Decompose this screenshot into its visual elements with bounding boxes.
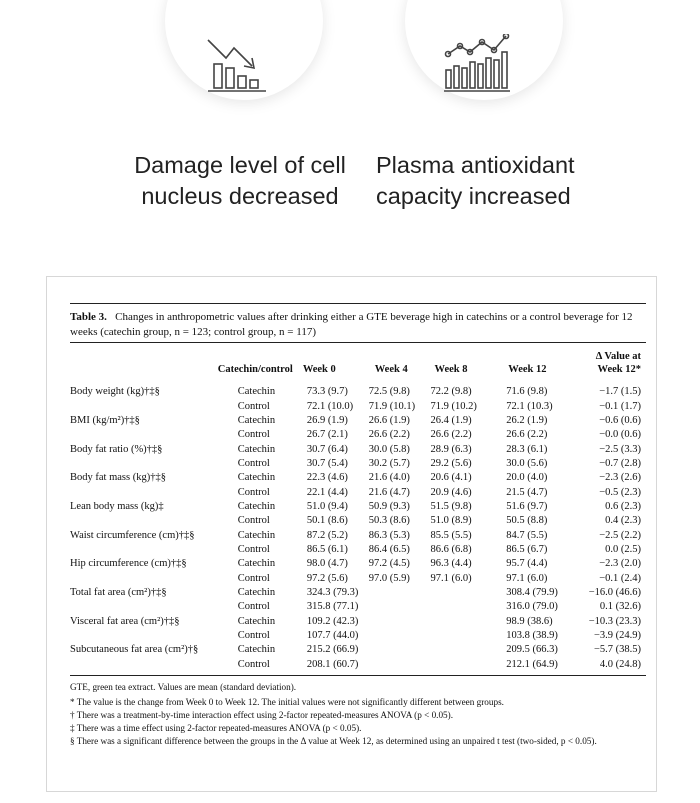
- table-row: [70, 457, 646, 471]
- cell-measure: Body weight (kg)†‡§: [70, 386, 160, 398]
- cell-delta: −10.3 (23.3): [588, 615, 641, 627]
- cell-group: Catechin: [237, 500, 276, 512]
- table-row: [70, 600, 646, 614]
- cell-week4: 26.6 (1.9): [368, 414, 410, 426]
- cell-week0: 324.3 (79.3): [306, 586, 359, 598]
- cell-measure: [70, 600, 214, 614]
- cell-week12: 84.7 (5.5): [506, 529, 548, 541]
- cell-week8: 20.6 (4.1): [430, 472, 472, 484]
- cell-week8: [427, 629, 493, 643]
- decrease-icon-badge: [165, 0, 323, 100]
- table-header-row: [70, 341, 646, 379]
- cell-week12: 21.5 (4.7): [506, 486, 548, 498]
- cell-week4: [363, 658, 427, 672]
- cell-week8: 71.9 (10.2): [430, 400, 477, 412]
- cell-measure: Waist circumference (cm)†‡§: [70, 529, 195, 541]
- cell-group: Control: [237, 400, 270, 412]
- table-row: [70, 658, 646, 672]
- cell-group: Control: [237, 515, 270, 527]
- cell-delta: −0.5 (2.3): [599, 486, 641, 498]
- cell-week8: [427, 600, 493, 614]
- cell-delta: −2.3 (2.6): [599, 472, 641, 484]
- cell-week0: 26.7 (2.1): [306, 429, 348, 441]
- cell-week4: 97.2 (4.5): [368, 558, 410, 570]
- table-caption: Changes in anthropometric values after drinking either a GTE beverage high in catechins or a control beverage for 12 weeks (catechin group, n = 123; control group, n = 117): [70, 311, 633, 338]
- cell-week8: 26.6 (2.2): [430, 429, 472, 441]
- cell-week0: 97.2 (5.6): [306, 572, 348, 584]
- cell-week8: 51.5 (9.8): [430, 500, 472, 512]
- cell-week4: 21.6 (4.0): [368, 472, 410, 484]
- cell-week4: 50.3 (8.6): [368, 515, 410, 527]
- header-measure: [70, 341, 214, 379]
- table-row: [70, 500, 646, 514]
- cell-delta: 0.4 (2.3): [605, 515, 641, 527]
- cell-week4: 26.6 (2.2): [368, 429, 410, 441]
- cell-week12: 72.1 (10.3): [506, 400, 553, 412]
- caption-antioxidant: [350, 150, 595, 212]
- cell-delta: −0.1 (2.4): [599, 572, 641, 584]
- cell-delta: −0.0 (0.6): [599, 429, 641, 441]
- cell-week4: 86.3 (5.3): [368, 529, 410, 541]
- cell-week12: 50.5 (8.8): [506, 515, 548, 527]
- cell-week8: 51.0 (8.9): [430, 515, 472, 527]
- cell-week0: 98.0 (4.7): [306, 558, 348, 570]
- table-rule-top: [70, 303, 646, 304]
- table-row: [70, 471, 646, 485]
- table-row: [70, 557, 646, 571]
- cell-group: Catechin: [237, 414, 276, 426]
- cell-group: Catechin: [237, 386, 276, 398]
- cell-week8: [427, 586, 493, 600]
- cell-week4: 71.9 (10.1): [368, 400, 416, 412]
- table-footnotes: [70, 681, 646, 748]
- cell-group: Control: [237, 486, 270, 498]
- table-title: [70, 310, 646, 340]
- footnote: † There was a treatment-by-time interaction effect using 2-factor repeated-measures ANOVA (p < 0.05).: [70, 710, 454, 720]
- cell-delta: −2.5 (2.2): [599, 529, 641, 541]
- header-week4: Week 4: [374, 364, 408, 375]
- cell-group: Catechin: [237, 529, 276, 541]
- cell-week0: 30.7 (6.4): [306, 443, 348, 455]
- cell-week0: 73.3 (9.7): [306, 386, 348, 398]
- cell-delta: −1.7 (1.5): [599, 386, 641, 398]
- cell-week12: 212.1 (64.9): [506, 658, 558, 670]
- cell-week0: 315.8 (77.1): [306, 601, 359, 613]
- cell-group: Control: [237, 658, 270, 670]
- header-group: Catechin/control: [217, 364, 293, 375]
- cell-group: Control: [237, 572, 270, 584]
- table-card: [46, 276, 657, 792]
- cell-measure: Body fat ratio (%)†‡§: [70, 443, 163, 455]
- cell-week12: 71.6 (9.8): [506, 386, 548, 398]
- cell-measure: [70, 457, 214, 471]
- cell-week4: [363, 615, 427, 629]
- caption-line: nucleus decreased: [141, 183, 339, 209]
- table-row: [70, 586, 646, 600]
- cell-week4: 50.9 (9.3): [368, 500, 410, 512]
- cell-week0: 50.1 (8.6): [306, 515, 348, 527]
- cell-week8: 26.4 (1.9): [430, 414, 472, 426]
- cell-week4: 30.0 (5.8): [368, 443, 410, 455]
- cell-week12: 28.3 (6.1): [506, 443, 548, 455]
- cell-week12: 316.0 (79.0): [506, 601, 558, 613]
- cell-week12: 51.6 (9.7): [506, 500, 548, 512]
- footnote: GTE, green tea extract. Values are mean (standard deviation).: [70, 682, 297, 692]
- cell-week8: 20.9 (4.6): [430, 486, 472, 498]
- cell-group: Control: [237, 429, 270, 441]
- cell-group: Catechin: [237, 472, 276, 484]
- table-row: [70, 428, 646, 442]
- cell-delta: 0.1 (32.6): [599, 601, 641, 613]
- cell-week8: [427, 643, 493, 657]
- chart-decrease-icon: [204, 34, 284, 94]
- cell-week0: 86.5 (6.1): [306, 543, 348, 555]
- cell-week12: 86.5 (6.7): [506, 543, 548, 555]
- cell-week4: [363, 586, 427, 600]
- cell-week12: 26.2 (1.9): [506, 414, 548, 426]
- cell-measure: [70, 514, 214, 528]
- cell-week0: 22.1 (4.4): [306, 486, 348, 498]
- cell-measure: [70, 543, 214, 557]
- cell-week12: 98.9 (38.6): [506, 615, 553, 627]
- cell-week0: 51.0 (9.4): [306, 500, 348, 512]
- cell-week8: [427, 658, 493, 672]
- cell-group: Control: [237, 601, 270, 613]
- table-body: [70, 379, 646, 672]
- table-row: [70, 629, 646, 643]
- cell-measure: [70, 629, 214, 643]
- footnote: * The value is the change from Week 0 to Week 12. The initial values were not significantly different between groups.: [70, 697, 504, 707]
- cell-delta: −3.9 (24.9): [593, 630, 641, 642]
- cell-measure: Total fat area (cm²)†‡§: [70, 586, 167, 598]
- cell-measure: Subcutaneous fat area (cm²)†§: [70, 644, 199, 656]
- caption-line: capacity increased: [376, 183, 571, 209]
- cell-measure: Lean body mass (kg)‡: [70, 500, 164, 512]
- cell-week4: 97.0 (5.9): [368, 572, 410, 584]
- header-delta: [568, 341, 646, 379]
- cell-week0: 208.1 (60.7): [306, 658, 359, 670]
- cell-delta: 4.0 (24.8): [599, 658, 641, 670]
- table-row: [70, 514, 646, 528]
- caption-line: Plasma antioxidant: [376, 152, 575, 178]
- cell-delta: −0.1 (1.7): [599, 400, 641, 412]
- table-row: [70, 485, 646, 499]
- cell-measure: Hip circumference (cm)†‡§: [70, 558, 187, 570]
- cell-delta: −5.7 (38.5): [593, 644, 641, 656]
- cell-week4: 72.5 (9.8): [368, 386, 410, 398]
- cell-week0: 26.9 (1.9): [306, 414, 348, 426]
- footnote: ‡ There was a time effect using 2-factor repeated-measures ANOVA (p < 0.05).: [70, 723, 362, 733]
- cell-week8: 72.2 (9.8): [430, 386, 472, 398]
- cell-week12: 308.4 (79.9): [506, 586, 558, 598]
- cell-week8: 28.9 (6.3): [430, 443, 472, 455]
- cell-week0: 215.2 (66.9): [306, 644, 359, 656]
- cell-delta: −16.0 (46.6): [588, 586, 641, 598]
- increase-icon-badge: [405, 0, 563, 100]
- cell-week8: 85.5 (5.5): [430, 529, 472, 541]
- cell-week0: 22.3 (4.6): [306, 472, 348, 484]
- cell-delta: 0.0 (2.5): [605, 543, 641, 555]
- cell-measure: Visceral fat area (cm²)†‡§: [70, 615, 180, 627]
- table-row: [70, 385, 646, 399]
- table-rule-bottom: [70, 675, 646, 676]
- table-row: [70, 528, 646, 542]
- cell-week12: 209.5 (66.3): [506, 644, 558, 656]
- cell-week8: [427, 615, 493, 629]
- cell-week0: 109.2 (42.3): [306, 615, 359, 627]
- chart-increase-icon: [444, 34, 524, 94]
- caption-line: Damage level of cell: [134, 152, 346, 178]
- cell-week8: 29.2 (5.6): [430, 457, 472, 469]
- cell-measure: [70, 571, 214, 585]
- table-row: [70, 442, 646, 456]
- table-row: [70, 643, 646, 657]
- cell-week0: 87.2 (5.2): [306, 529, 348, 541]
- cell-week12: 95.7 (4.4): [506, 558, 548, 570]
- header-week0: Week 0: [302, 364, 336, 375]
- table-row: [70, 399, 646, 413]
- cell-week8: 96.3 (4.4): [430, 558, 472, 570]
- cell-week12: 26.6 (2.2): [506, 429, 548, 441]
- cell-week12: 30.0 (5.6): [506, 457, 548, 469]
- cell-delta: −2.3 (2.0): [599, 558, 641, 570]
- cell-week4: 21.6 (4.7): [368, 486, 410, 498]
- cell-measure: [70, 485, 214, 499]
- cell-week0: 30.7 (5.4): [306, 457, 348, 469]
- cell-measure: BMI (kg/m²)†‡§: [70, 414, 140, 426]
- anthropometric-table: [70, 341, 646, 672]
- header-week12: Week 12: [508, 364, 547, 375]
- cell-measure: [70, 658, 214, 672]
- cell-group: Catechin: [237, 443, 276, 455]
- cell-group: Control: [237, 630, 270, 642]
- cell-week4: 30.2 (5.7): [368, 457, 410, 469]
- table-row: [70, 571, 646, 585]
- cell-week0: 107.7 (44.0): [306, 630, 359, 642]
- header-delta-text: Δ Value at Week 12*: [595, 351, 641, 375]
- cell-delta: −0.6 (0.6): [599, 414, 641, 426]
- table-label: Table 3.: [70, 311, 107, 323]
- cell-week12: 103.8 (38.9): [506, 630, 558, 642]
- cell-week4: [363, 629, 427, 643]
- cell-week8: 86.6 (6.8): [430, 543, 472, 555]
- cell-measure: [70, 428, 214, 442]
- cell-group: Catechin: [237, 558, 276, 570]
- cell-week8: 97.1 (6.0): [430, 572, 472, 584]
- cell-week12: 20.0 (4.0): [506, 472, 548, 484]
- footnote: § There was a significant difference between the groups in the Δ value at Week 12, as determined using an unpaired t test (two-sided, p < 0.05).: [70, 736, 597, 746]
- table-row: [70, 414, 646, 428]
- cell-measure: Body fat mass (kg)†‡§: [70, 472, 166, 484]
- cell-week4: [363, 643, 427, 657]
- cell-group: Catechin: [237, 615, 276, 627]
- cell-week0: 72.1 (10.0): [306, 400, 354, 412]
- cell-group: Catechin: [237, 644, 276, 656]
- cell-measure: [70, 399, 214, 413]
- header-week8: Week 8: [434, 364, 468, 375]
- cell-delta: 0.6 (2.3): [605, 500, 641, 512]
- cell-group: Catechin: [237, 586, 276, 598]
- cell-delta: −2.5 (3.3): [599, 443, 641, 455]
- caption-nucleus-damage: [95, 150, 385, 212]
- cell-week4: 86.4 (6.5): [368, 543, 410, 555]
- cell-delta: −0.7 (2.8): [599, 457, 641, 469]
- cell-week12: 97.1 (6.0): [506, 572, 548, 584]
- cell-week4: [363, 600, 427, 614]
- cell-group: Control: [237, 543, 270, 555]
- cell-group: Control: [237, 457, 270, 469]
- table-row: [70, 543, 646, 557]
- table-row: [70, 615, 646, 629]
